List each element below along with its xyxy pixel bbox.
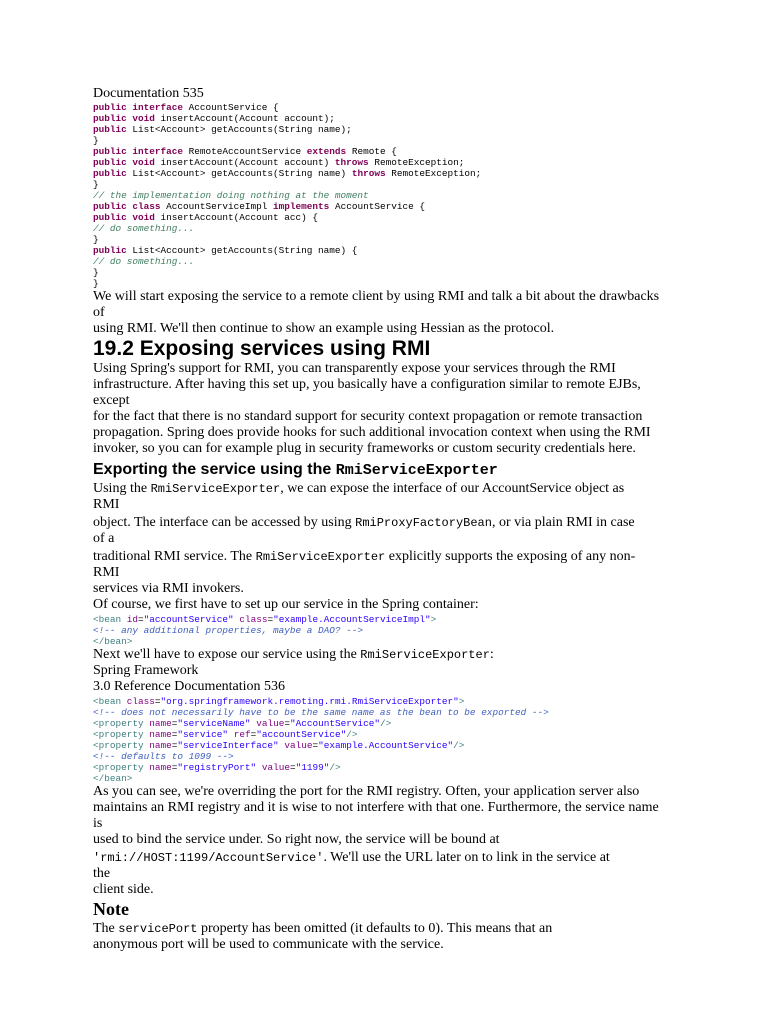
code-token: public <box>93 168 133 179</box>
code-token: "accountService" <box>143 614 240 625</box>
registry-paragraph <box>93 784 673 898</box>
code-token: insertAccount(Account acc) { <box>160 212 319 223</box>
code-token: throws <box>351 168 392 179</box>
intro-line: using RMI. We'll then continue to show an example using Hessian as the protocol. <box>93 321 555 336</box>
code-token: value <box>261 762 290 773</box>
text-span: , we can expose the interface of our AccountService object as <box>280 481 625 496</box>
code-line <box>93 113 673 124</box>
code-token: public interface <box>93 102 189 113</box>
inline-code: RmiServiceExporter <box>360 648 490 662</box>
page-footer-label: 3.0 Reference Documentation 536 <box>93 679 286 694</box>
inline-code: RmiServiceExporter <box>150 482 281 496</box>
note-paragraph <box>93 921 673 953</box>
code-token: > <box>458 696 465 707</box>
code-token: <bean <box>93 614 127 625</box>
code-token: = <box>289 762 296 773</box>
code-line <box>93 267 673 278</box>
paragraph-line: the <box>93 866 111 881</box>
text-span: Using the <box>93 481 151 496</box>
code-token: Remote { <box>351 146 397 157</box>
code-line <box>93 762 673 773</box>
code-token: name <box>149 762 172 773</box>
code-token: "org.springframework.remoting.rmi.RmiServiceExporter" <box>160 696 459 707</box>
note-heading: Note <box>93 899 129 919</box>
code-token: insertAccount(Account account); <box>160 113 335 124</box>
code-token: List<Account> getAccounts(String name) <box>132 168 352 179</box>
code-line <box>93 729 673 740</box>
code-token: "AccountService" <box>289 718 380 729</box>
code-token: <!-- does not necessarily have to be the same name as the bean to be exported --> <box>93 707 549 718</box>
code-token: <property <box>93 740 150 751</box>
section-heading: 19.2 Exposing services using RMI <box>93 337 431 360</box>
text-span: , or via plain RMI in case <box>491 515 635 530</box>
code-token: <property <box>93 762 150 773</box>
code-token: implements <box>273 201 335 212</box>
code-line <box>93 278 673 289</box>
code-line <box>93 751 673 762</box>
code-token: /> <box>379 718 392 729</box>
inline-code: 'rmi://HOST:1199/AccountService' <box>93 851 324 865</box>
subsection-heading-text: Exporting the service using the <box>93 461 336 478</box>
code-token: public <box>93 245 133 256</box>
section-line: invoker, so you can for example plug in security frameworks or custom security credentials here. <box>93 441 636 456</box>
code-token: = <box>154 696 161 707</box>
java-code-block <box>93 102 673 289</box>
code-token: extends <box>306 146 352 157</box>
section-line: for the fact that there is no standard support for security context propagation or remote transaction <box>93 409 643 424</box>
paragraph-line: Of course, we first have to set up our service in the Spring container: <box>93 597 479 612</box>
code-token: throws <box>334 157 375 168</box>
code-token: public void <box>93 212 161 223</box>
code-token: /> <box>453 740 465 751</box>
code-line <box>93 234 673 245</box>
code-token: "registryPort" <box>177 762 262 773</box>
code-line <box>93 102 673 113</box>
code-token: id <box>126 614 139 625</box>
code-token: } <box>93 278 99 289</box>
intro-paragraph <box>93 289 673 337</box>
code-token: <!-- any additional properties, maybe a DAO? --> <box>93 625 364 636</box>
paragraph-line: anonymous port will be used to communicate with the service. <box>93 937 444 952</box>
xml-code-block-exporter <box>93 696 673 784</box>
code-token: } <box>93 179 99 190</box>
text-span: property has been omitted (it defaults to 0). This means that an <box>197 921 553 936</box>
code-line <box>93 696 673 707</box>
section-line: infrastructure. After having this set up, you basically have a configuration similar to remote EJBs, <box>93 377 641 392</box>
code-line <box>93 190 673 201</box>
code-token: <bean <box>93 696 127 707</box>
code-line <box>93 625 673 636</box>
code-token: List<Account> getAccounts(String name) { <box>132 245 358 256</box>
paragraph-line: is <box>93 816 103 831</box>
code-token: RemoteException; <box>374 157 465 168</box>
code-token: // do something... <box>93 256 195 267</box>
code-token: <!-- defaults to 1099 --> <box>93 751 234 762</box>
subsection-heading-code: RmiServiceExporter <box>335 462 498 479</box>
code-token: "1199" <box>295 762 330 773</box>
text-span: Next we'll have to expose our service using the <box>93 647 361 662</box>
code-token: = <box>138 614 144 625</box>
code-token: "accountService" <box>256 729 347 740</box>
code-line <box>93 168 673 179</box>
section-line: except <box>93 393 130 408</box>
code-token: } <box>93 267 99 278</box>
code-token: class <box>239 614 268 625</box>
code-line <box>93 256 673 267</box>
code-token: "serviceName" <box>177 718 257 729</box>
paragraph-line <box>93 549 673 565</box>
code-token: AccountServiceImpl <box>166 201 274 212</box>
exporter-paragraph <box>93 481 673 613</box>
xml-code-block-bean <box>93 614 673 647</box>
code-token: public <box>93 124 133 135</box>
expose-line <box>93 647 673 663</box>
code-token: > <box>430 614 437 625</box>
code-token: public interface <box>93 146 189 157</box>
code-token: // do something... <box>93 223 195 234</box>
page-label: Documentation 535 <box>93 86 204 101</box>
text-span: : <box>489 647 494 662</box>
text-span: The <box>93 921 119 936</box>
text-span: object. The interface can be accessed by using <box>93 515 356 530</box>
inline-code: servicePort <box>118 922 198 936</box>
code-line <box>93 124 673 135</box>
code-token: = <box>267 614 274 625</box>
section-line: propagation. Spring does provide hooks for such additional invocation context when using the RMI <box>93 425 651 440</box>
code-token: = <box>284 718 290 729</box>
code-token: public class <box>93 201 167 212</box>
code-token: "service" <box>177 729 234 740</box>
code-token: name <box>149 718 172 729</box>
code-line <box>93 707 673 718</box>
text-span: explicitly supports the exposing of any non- <box>385 549 636 564</box>
intro-line: We will start exposing the service to a remote client by using RMI and talk a bit about the drawbacks <box>93 289 660 304</box>
inline-code: RmiProxyFactoryBean <box>355 516 492 530</box>
code-line <box>93 245 673 256</box>
code-line <box>93 157 673 168</box>
code-token: <property <box>93 729 150 740</box>
code-line <box>93 201 673 212</box>
code-line <box>93 614 673 625</box>
code-token: // the implementation doing nothing at the moment <box>93 190 369 201</box>
paragraph-line: RMI <box>93 497 120 512</box>
page-footer-title: Spring Framework <box>93 663 199 678</box>
code-token: public void <box>93 113 161 124</box>
code-token: = <box>250 729 257 740</box>
subsection-heading <box>93 460 673 481</box>
code-token: "serviceInterface" <box>177 740 285 751</box>
code-token: class <box>126 696 155 707</box>
code-token: "example.AccountServiceImpl" <box>273 614 431 625</box>
code-line <box>93 718 673 729</box>
paragraph-line: client side. <box>93 882 154 897</box>
paragraph-line: services via RMI invokers. <box>93 581 244 596</box>
text-span: traditional RMI service. The <box>93 549 256 564</box>
code-token: <property <box>93 718 150 729</box>
code-token: AccountService { <box>188 102 279 113</box>
code-line <box>93 740 673 751</box>
code-token: } <box>93 234 99 245</box>
intro-line: of <box>93 305 105 320</box>
code-token: = <box>171 740 178 751</box>
paragraph-line: RMI <box>93 565 120 580</box>
code-token: = <box>171 762 178 773</box>
code-token: = <box>171 718 178 729</box>
code-token: "example.AccountService" <box>318 740 454 751</box>
code-line <box>93 212 673 223</box>
code-token: } <box>93 135 99 146</box>
paragraph-line: of a <box>93 531 115 546</box>
code-token: insertAccount(Account account) <box>160 157 335 168</box>
code-line <box>93 179 673 190</box>
code-line <box>93 773 673 784</box>
paragraph-line <box>93 481 673 497</box>
code-token: = <box>171 729 178 740</box>
code-token: public void <box>93 157 161 168</box>
paragraph-line <box>93 921 673 937</box>
code-token: </bean> <box>93 773 133 784</box>
code-line <box>93 636 673 647</box>
code-token: </bean> <box>93 636 133 647</box>
code-token: value <box>256 718 285 729</box>
code-token: = <box>312 740 319 751</box>
code-line <box>93 146 673 157</box>
paragraph-line <box>93 850 673 866</box>
code-token: ref <box>233 729 251 740</box>
section-line: Using Spring's support for RMI, you can transparently expose your services through the RMI <box>93 361 616 376</box>
code-token: List<Account> getAccounts(String name); <box>132 124 352 135</box>
code-token: name <box>149 729 172 740</box>
code-token: RemoteException; <box>391 168 482 179</box>
code-token: name <box>149 740 172 751</box>
code-token: AccountService { <box>334 201 425 212</box>
text-span: . We'll use the URL later on to link in the service at <box>323 850 610 865</box>
code-token: /> <box>346 729 358 740</box>
paragraph-line: As you can see, we're overriding the port for the RMI registry. Often, your application server also <box>93 784 640 799</box>
paragraph-line: used to bind the service under. So right now, the service will be bound at <box>93 832 500 847</box>
code-token: /> <box>329 762 341 773</box>
document-page <box>93 86 673 953</box>
inline-code: RmiServiceExporter <box>255 550 386 564</box>
paragraph-line: maintains an RMI registry and it is wise to not interfere with that one. Furthermore, the service name <box>93 800 659 815</box>
code-line <box>93 223 673 234</box>
code-token: RemoteAccountService <box>188 146 307 157</box>
code-line <box>93 135 673 146</box>
paragraph-line <box>93 515 673 531</box>
section-paragraph <box>93 361 673 457</box>
code-token: value <box>284 740 313 751</box>
